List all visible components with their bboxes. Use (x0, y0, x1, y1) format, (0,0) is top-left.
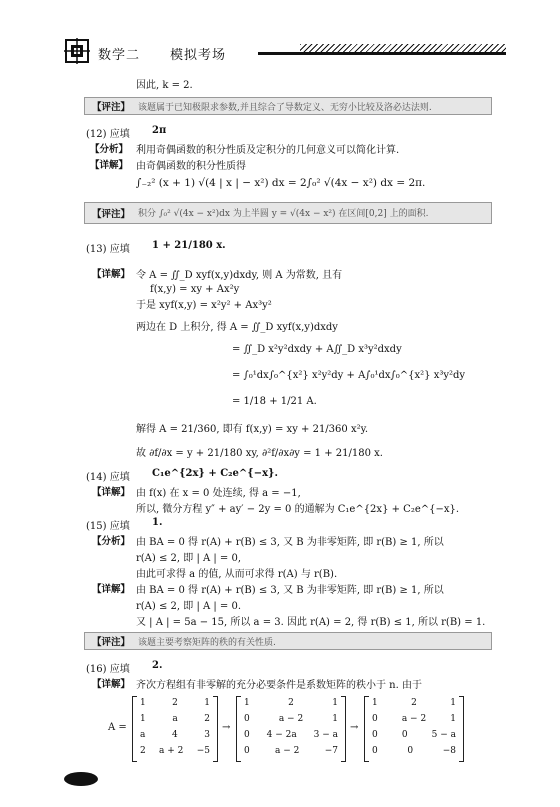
answer: 1 + 21/180 x. (152, 240, 226, 251)
matrix-cell: 2 (172, 698, 178, 708)
analysis-label: 【分析】 (90, 144, 129, 155)
matrix-cell: 4 − 2a (266, 730, 297, 740)
matrix-label: A = (108, 722, 127, 733)
equation: 故 ∂f/∂x = y + 21/180 xy, ∂²f/∂x∂y = 1 + 21/180 x. (136, 448, 383, 459)
matrix-cell: 0 (372, 714, 378, 724)
matrix-cell: 3 (204, 730, 210, 740)
header-title: 数学二 (98, 48, 141, 63)
text-line: 又 | A | = 5a − 15, 所以 a = 3. 因此 r(A) = 2, 得 r(B) ≤ 1, 所以 r(B) = 1. (136, 617, 486, 628)
text-line: 由 f(x) 在 x = 0 处连续, 得 a = −1, (136, 488, 301, 499)
detail-label: 【详解】 (92, 584, 131, 595)
matrix-cell: 0 (244, 746, 250, 756)
matrix-cell: 4 (171, 730, 178, 740)
question-number: (12) 应填 (86, 129, 130, 140)
answer: 2π (152, 125, 167, 136)
matrix-cell: 1 (140, 714, 146, 724)
note-text: 该题属于已知极限求参数,并且综合了导数定义、无穷小比较及洛必达法则. (138, 103, 432, 113)
matrix-cell: 1 (450, 714, 456, 724)
header-subtitle: 模拟考场 (170, 48, 227, 63)
equation: f(x,y) = xy + Ax²y (150, 284, 240, 295)
note-text: 积分 ∫₀² √(4x − x²)dx 为上半圆 y = √(4x − x²) 在区间[0,2] 上的面积. (138, 209, 429, 219)
text-line: 由 BA = 0 得 r(A) + r(B) ≤ 3, 又 B 为非零矩阵, 即 r(B) ≥ 1, 所以 (136, 537, 444, 548)
equation: ∫₋₂² (x + 1) √(4 | x | − x²) dx = 2∫₀² √(4x − x²) dx = 2π. (136, 177, 426, 189)
matrix-cell: 1 (332, 698, 338, 708)
equation: = ∫₀¹dx∫₀^{x²} x²y²dy + A∫₀¹dx∫₀^{x²} x³y²dy (232, 370, 466, 381)
matrix-cell: 2 (288, 698, 294, 708)
matrix-cell: a (172, 714, 178, 724)
matrix-cell: 0 (244, 730, 250, 740)
question-number: (14) 应填 (86, 472, 130, 483)
matrix-cell: 1 (332, 714, 338, 724)
text-line: 由 BA = 0 得 r(A) + r(B) ≤ 3, 又 B 为非零矩阵, 即 r(B) ≥ 1, 所以 (136, 585, 444, 596)
matrix-cell: −8 (442, 746, 456, 756)
matrix-b (236, 696, 346, 762)
detail-label: 【详解】 (92, 487, 131, 498)
equation: = 1/18 + 1/21 A. (232, 396, 317, 407)
detail-label: 【详解】 (92, 679, 131, 690)
matrix-cell: a + 2 (159, 746, 184, 756)
matrix-c (364, 696, 464, 762)
matrix-cell: a (140, 730, 146, 740)
note-label: 【评注】 (92, 637, 131, 648)
header-rule (258, 52, 506, 55)
text-line: r(A) ≤ 2, 即 | A | = 0, (136, 553, 242, 564)
matrix-cell: 0 (372, 730, 378, 740)
matrix-a (132, 696, 218, 762)
text-line: 由奇偶函数的积分性质得 (136, 161, 246, 172)
text-line: 齐次方程组有非零解的充分必要条件是系数矩阵的秩小于 n. 由于 (136, 680, 422, 691)
matrix-cell: 1 (450, 698, 456, 708)
text-line: 所以, 微分方程 y″ + ay′ − 2y = 0 的通解为 C₁e^{2x} + C₂e^{−x}. (136, 504, 460, 515)
question-number: (15) 应填 (86, 521, 130, 532)
equation: 解得 A = 21/360, 即有 f(x,y) = xy + 21/360 x²y. (136, 424, 369, 435)
matrix-cell: 1 (244, 698, 250, 708)
header-logo-icon (64, 38, 90, 64)
matrix-cell: −5 (196, 746, 210, 756)
text-line: r(A) ≤ 2, 即 | A | = 0. (136, 601, 242, 612)
matrix-cell: 1 (372, 698, 378, 708)
matrix-cell: 1 (204, 698, 210, 708)
answer: 2. (152, 660, 163, 671)
matrix-cell: a − 2 (401, 714, 427, 724)
matrix-cell: 0 (372, 746, 378, 756)
page-marker-icon (64, 772, 98, 786)
matrix-cell: a − 2 (275, 746, 300, 756)
answer: C₁e^{2x} + C₂e^{−x}. (152, 468, 278, 479)
answer: 1. (152, 517, 163, 528)
matrix-cell: 0 (401, 730, 408, 740)
text-line: 令 A = ∬_D xyf(x,y)dxdy, 则 A 为常数, 且有 (136, 270, 343, 281)
matrix-cell: 2 (411, 698, 417, 708)
matrix-cell: 5 − a (431, 730, 456, 740)
note-label: 【评注】 (92, 209, 131, 220)
matrix-cell: 0 (244, 714, 250, 724)
header-hatch-decoration (300, 44, 506, 52)
note-text: 该题主要考察矩阵的秩的有关性质. (138, 638, 276, 648)
matrix-cell: 0 (407, 746, 414, 756)
matrix-cell: 2 (140, 746, 146, 756)
text-line: 因此, k = 2. (136, 80, 193, 91)
detail-label: 【详解】 (92, 269, 131, 280)
matrix-cell: 1 (140, 698, 146, 708)
arrow-icon: → (350, 722, 359, 733)
matrix-cell: 3 − a (313, 730, 338, 740)
analysis-label: 【分析】 (92, 536, 131, 547)
equation: 于是 xyf(x,y) = x²y² + Ax³y² (136, 300, 272, 311)
matrix-cell: 2 (204, 714, 210, 724)
text-line: 利用奇偶函数的积分性质及定积分的几何意义可以简化计算. (136, 145, 400, 156)
matrix-cell: a − 2 (278, 714, 304, 724)
matrix-cell: −7 (324, 746, 338, 756)
text-line: 由此可求得 a 的值, 从而可求得 r(A) 与 r(B). (136, 569, 338, 580)
note-label: 【评注】 (92, 102, 131, 113)
arrow-icon: → (222, 722, 231, 733)
detail-label: 【详解】 (90, 160, 129, 171)
question-number: (16) 应填 (86, 664, 130, 675)
equation: = ∬_D x²y²dxdy + A∬_D x³y²dxdy (232, 344, 402, 355)
equation: 两边在 D 上积分, 得 A = ∬_D xyf(x,y)dxdy (136, 322, 338, 333)
question-number: (13) 应填 (86, 244, 130, 255)
